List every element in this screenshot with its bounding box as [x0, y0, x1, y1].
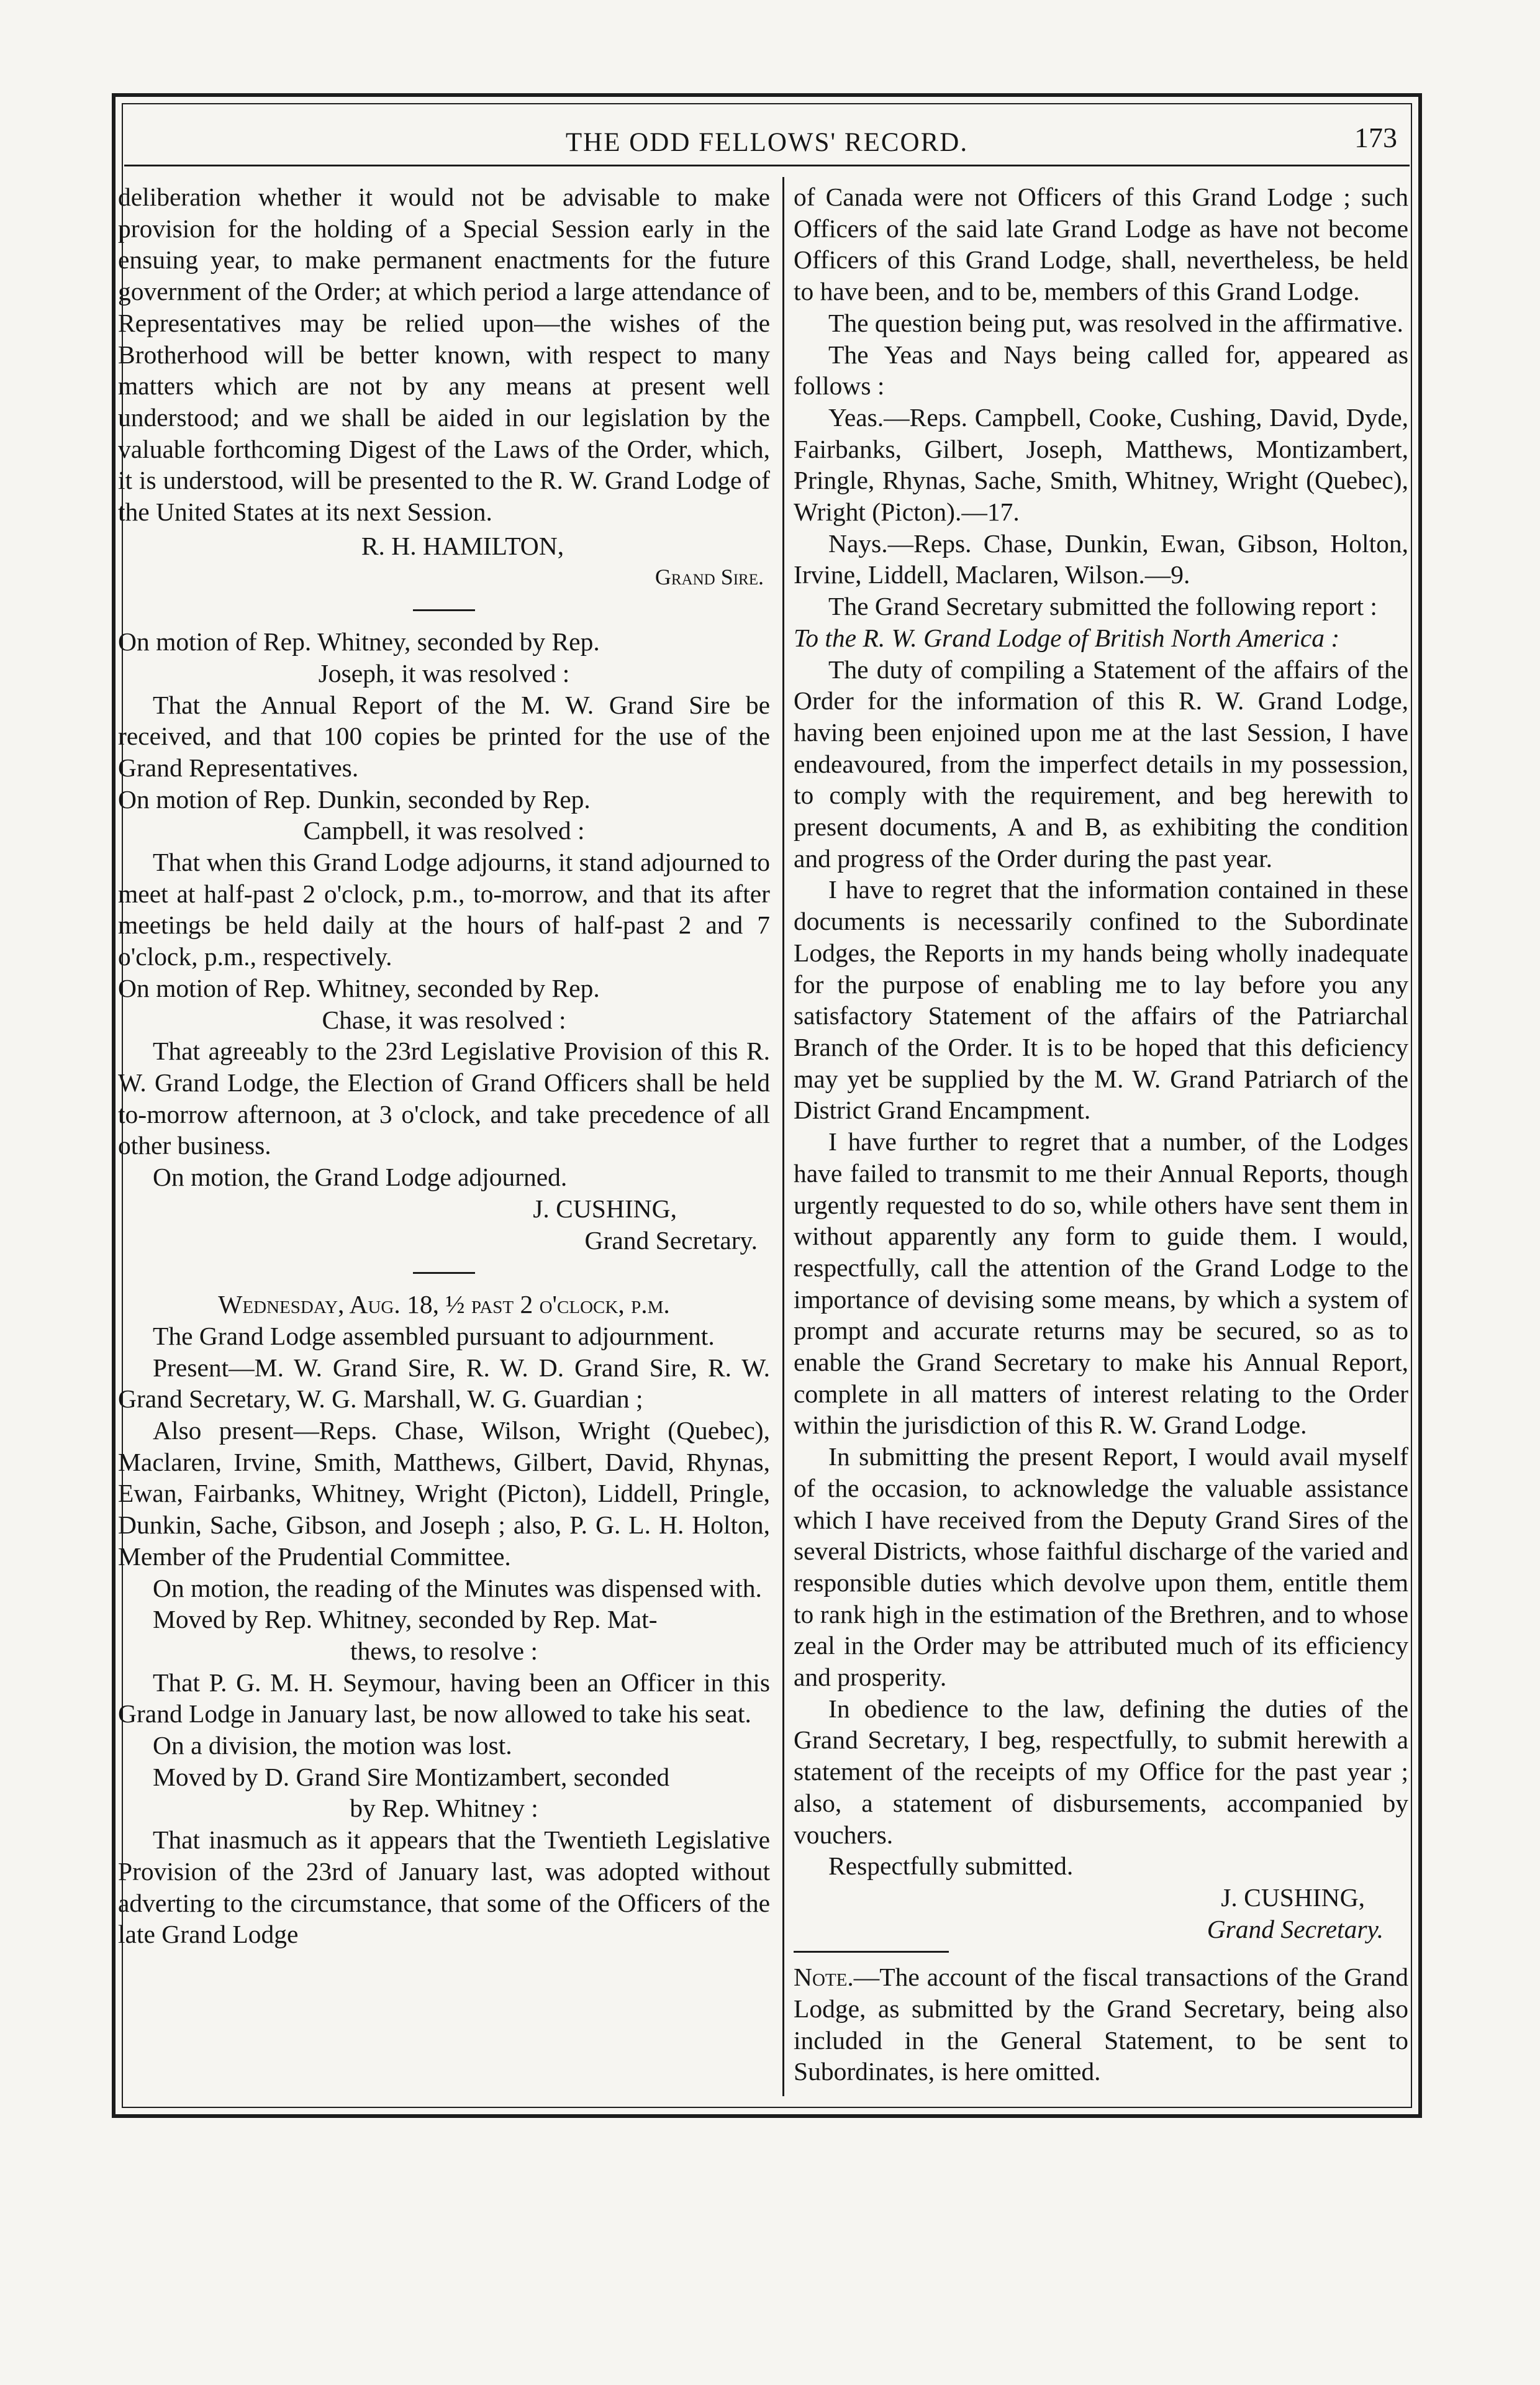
signature-title: Grand Sire.: [654, 565, 764, 590]
session-heading: Wednesday, Aug. 18, ½ past 2 o'clock, p.m.: [218, 1290, 670, 1319]
running-head: [124, 121, 1410, 166]
motion-line: On motion of Rep. Whitney, seconded by Rep.: [118, 973, 600, 1002]
motion-line: On motion of Rep. Dunkin, seconded by Rep.: [118, 784, 591, 814]
closing-line: Respectfully submitted.: [828, 1851, 1074, 1881]
resolution: That when this Grand Lodge adjourns, it stand adjourned to meet at half-past 2 o'clock, p.m., to-morrow, and that its after meetings be held daily at the hours of half-past 2 and 7 o'clock, p.m., respectively.: [118, 848, 770, 971]
motion-line: Moved by Rep. Whitney, seconded by Rep. Mat-: [153, 1605, 658, 1634]
paragraph: On motion, the reading of the Minutes was dispensed with.: [153, 1573, 762, 1602]
note-rule: [794, 1951, 949, 1953]
report-address: To the R. W. Grand Lodge of British North America :: [794, 623, 1340, 652]
adjourned-line: On motion, the Grand Lodge adjourned.: [153, 1163, 568, 1192]
note-label: Note.: [794, 1963, 854, 1992]
paragraph: Present—M. W. Grand Sire, R. W. D. Grand Sire, R. W. Grand Secretary, W. G. Marshall, W. G. Guardian ;: [118, 1353, 770, 1414]
paragraph: The Yeas and Nays being called for, appeared as follows :: [794, 340, 1408, 401]
paragraph: deliberation whether it would not be advisable to make provision for the holding of a Special Session early in the ensuing year, to make permanent enactments for the future government of the Order; at which period a large attendance of Representatives may be relied upon—the wishes of the Brotherhood will be better known, with respect to many matters which are not by any means at present well understood; and we shall be aided in our legislation by the valuable forthcoming Digest of the Laws of the Order, which, it is understood, will be presented to the R. W. Grand Lodge of the United States at its next Session.: [118, 183, 770, 527]
report-paragraph: I have to regret that the information contained in these documents is necessarily confined to the Subordinate Lodges, the Reports in my hands being wholly inadequate for the purpose of enabling me to lay before you any satisfactory Statement of the affairs of the Patriarchal Branch of the Order. It is to be hoped that this deficiency may yet be supplied by the M. W. Grand Patriarch of the District Grand Encampment.: [794, 875, 1408, 1125]
running-title: THE ODD FELLOWS' RECORD.: [565, 128, 969, 157]
column-divider: [782, 177, 784, 2096]
motion-line: Moved by D. Grand Sire Montizambert, seconded: [153, 1762, 670, 1791]
signature-title: Grand Secretary.: [1207, 1914, 1384, 1943]
note-text: —The account of the fiscal transactions of the Grand Lodge, as submitted by the Grand Secretary, being also included in the General Statement, to be sent to Subordinates, is here omitted.: [794, 1963, 1408, 2086]
signature-name: J. CUSHING,: [1221, 1883, 1365, 1912]
paragraph: of Canada were not Officers of this Grand Lodge ; such Officers of the said late Grand Lodge as have not become Officers of this Grand Lodge, shall, nevertheless, be held to have been, and to be, members of this Grand Lodge.: [794, 183, 1408, 306]
signature-name: J. CUSHING,: [533, 1194, 677, 1223]
resolution: That inasmuch as it appears that the Twentieth Legislative Provision of the 23rd of January last, was adopted without adverting to the circumstance, that some of the Officers of the late Grand Lodge: [118, 1825, 770, 1949]
paragraph: On a division, the motion was lost.: [153, 1731, 512, 1760]
editorial-note: [794, 1961, 1408, 2087]
report-paragraph: I have further to regret that a number, of the Lodges have failed to transmit to me their Annual Reports, though urgently requested to do so, while others have sent them in without apparently any form to guide them. I would, respectfully, call the attention of the Grand Lodge to the importance of devising some means, by which a system of prompt and accurate returns may be secured, so as to enable the Grand Secretary to make his Annual Report, complete in all matters of interest relating to the Order within the jurisdiction of this R. W. Grand Lodge.: [794, 1127, 1408, 1440]
signature-name: R. H. HAMILTON,: [361, 531, 564, 560]
resolution: That the Annual Report of the M. W. Grand Sire be received, and that 100 copies be printed for the use of the Grand Representatives.: [118, 690, 770, 782]
report-paragraph: In obedience to the law, defining the duties of the Grand Secretary, I beg, respectfully, to submit herewith a statement of the receipts of my Office for the past year ; also, a statement of disbursements, accompanied by vouchers.: [794, 1694, 1408, 1849]
motion-line: thews, to resolve :: [350, 1636, 538, 1665]
section-rule: [413, 609, 475, 611]
report-paragraph: In submitting the present Report, I would avail myself of the occasion, to acknowledge the valuable assistance which I have received from the Deputy Grand Sires of the several Districts, whose faithful discharge of the varied and responsible duties which devolve upon them, entitle them to rank high in the estimation of the Brethren, and to whose zeal in the Order may be attributed much of its efficiency and prosperity.: [794, 1442, 1408, 1692]
motion-line: by Rep. Whitney :: [350, 1794, 538, 1823]
nays-list: Nays.—Reps. Chase, Dunkin, Ewan, Gibson, Holton, Irvine, Liddell, Maclaren, Wilson.—9.: [794, 529, 1408, 589]
motion-line: Joseph, it was resolved :: [318, 658, 570, 688]
left-column: [118, 181, 770, 1950]
paragraph: The Grand Secretary submitted the following report :: [828, 592, 1377, 621]
report-paragraph: The duty of compiling a Statement of the affairs of the Order for the information of this R. W. Grand Lodge, having been enjoined upon me at the last Session, I have endeavoured, from the imperfect details in my possession, to comply with the requirement, and beg herewith to present documents, A and B, as exhibiting the condition and progress of the Order during the past year.: [794, 655, 1408, 873]
motion-line: On motion of Rep. Whitney, seconded by Rep.: [118, 627, 600, 656]
section-rule: [413, 1272, 475, 1274]
signature-title: Grand Secretary.: [584, 1225, 758, 1255]
right-column: [794, 181, 1408, 2087]
resolution: That P. G. M. H. Seymour, having been an Officer in this Grand Lodge in January last, be now allowed to take his seat.: [118, 1668, 770, 1729]
resolution: That agreeably to the 23rd Legislative Provision of this R. W. Grand Lodge, the Election of Grand Officers shall be held to-morrow afternoon, at 3 o'clock, and take precedence of all other business.: [118, 1037, 770, 1160]
motion-line: Campbell, it was resolved :: [303, 816, 585, 845]
paragraph: Also present—Reps. Chase, Wilson, Wright (Quebec), Maclaren, Irvine, Smith, Matthews, Gilbert, David, Rhynas, Ewan, Fairbanks, Whitney, Wright (Picton), Liddell, Pringle, Dunkin, Sache, Gibson, and Joseph ; also, P. G. L. H. Holton, Member of the Prudential Committee.: [118, 1416, 770, 1571]
page-number: 173: [1354, 122, 1397, 153]
paragraph: The question being put, was resolved in the affirmative.: [828, 308, 1403, 337]
yeas-list: Yeas.—Reps. Campbell, Cooke, Cushing, David, Dyde, Fairbanks, Gilbert, Joseph, Matthews, Montizambert, Pringle, Rhynas, Sache, Smith, Whitney, Wright (Quebec), Wright (Picton).—17.: [794, 402, 1408, 527]
paragraph: The Grand Lodge assembled pursuant to adjournment.: [153, 1321, 715, 1350]
motion-line: Chase, it was resolved :: [322, 1005, 566, 1034]
